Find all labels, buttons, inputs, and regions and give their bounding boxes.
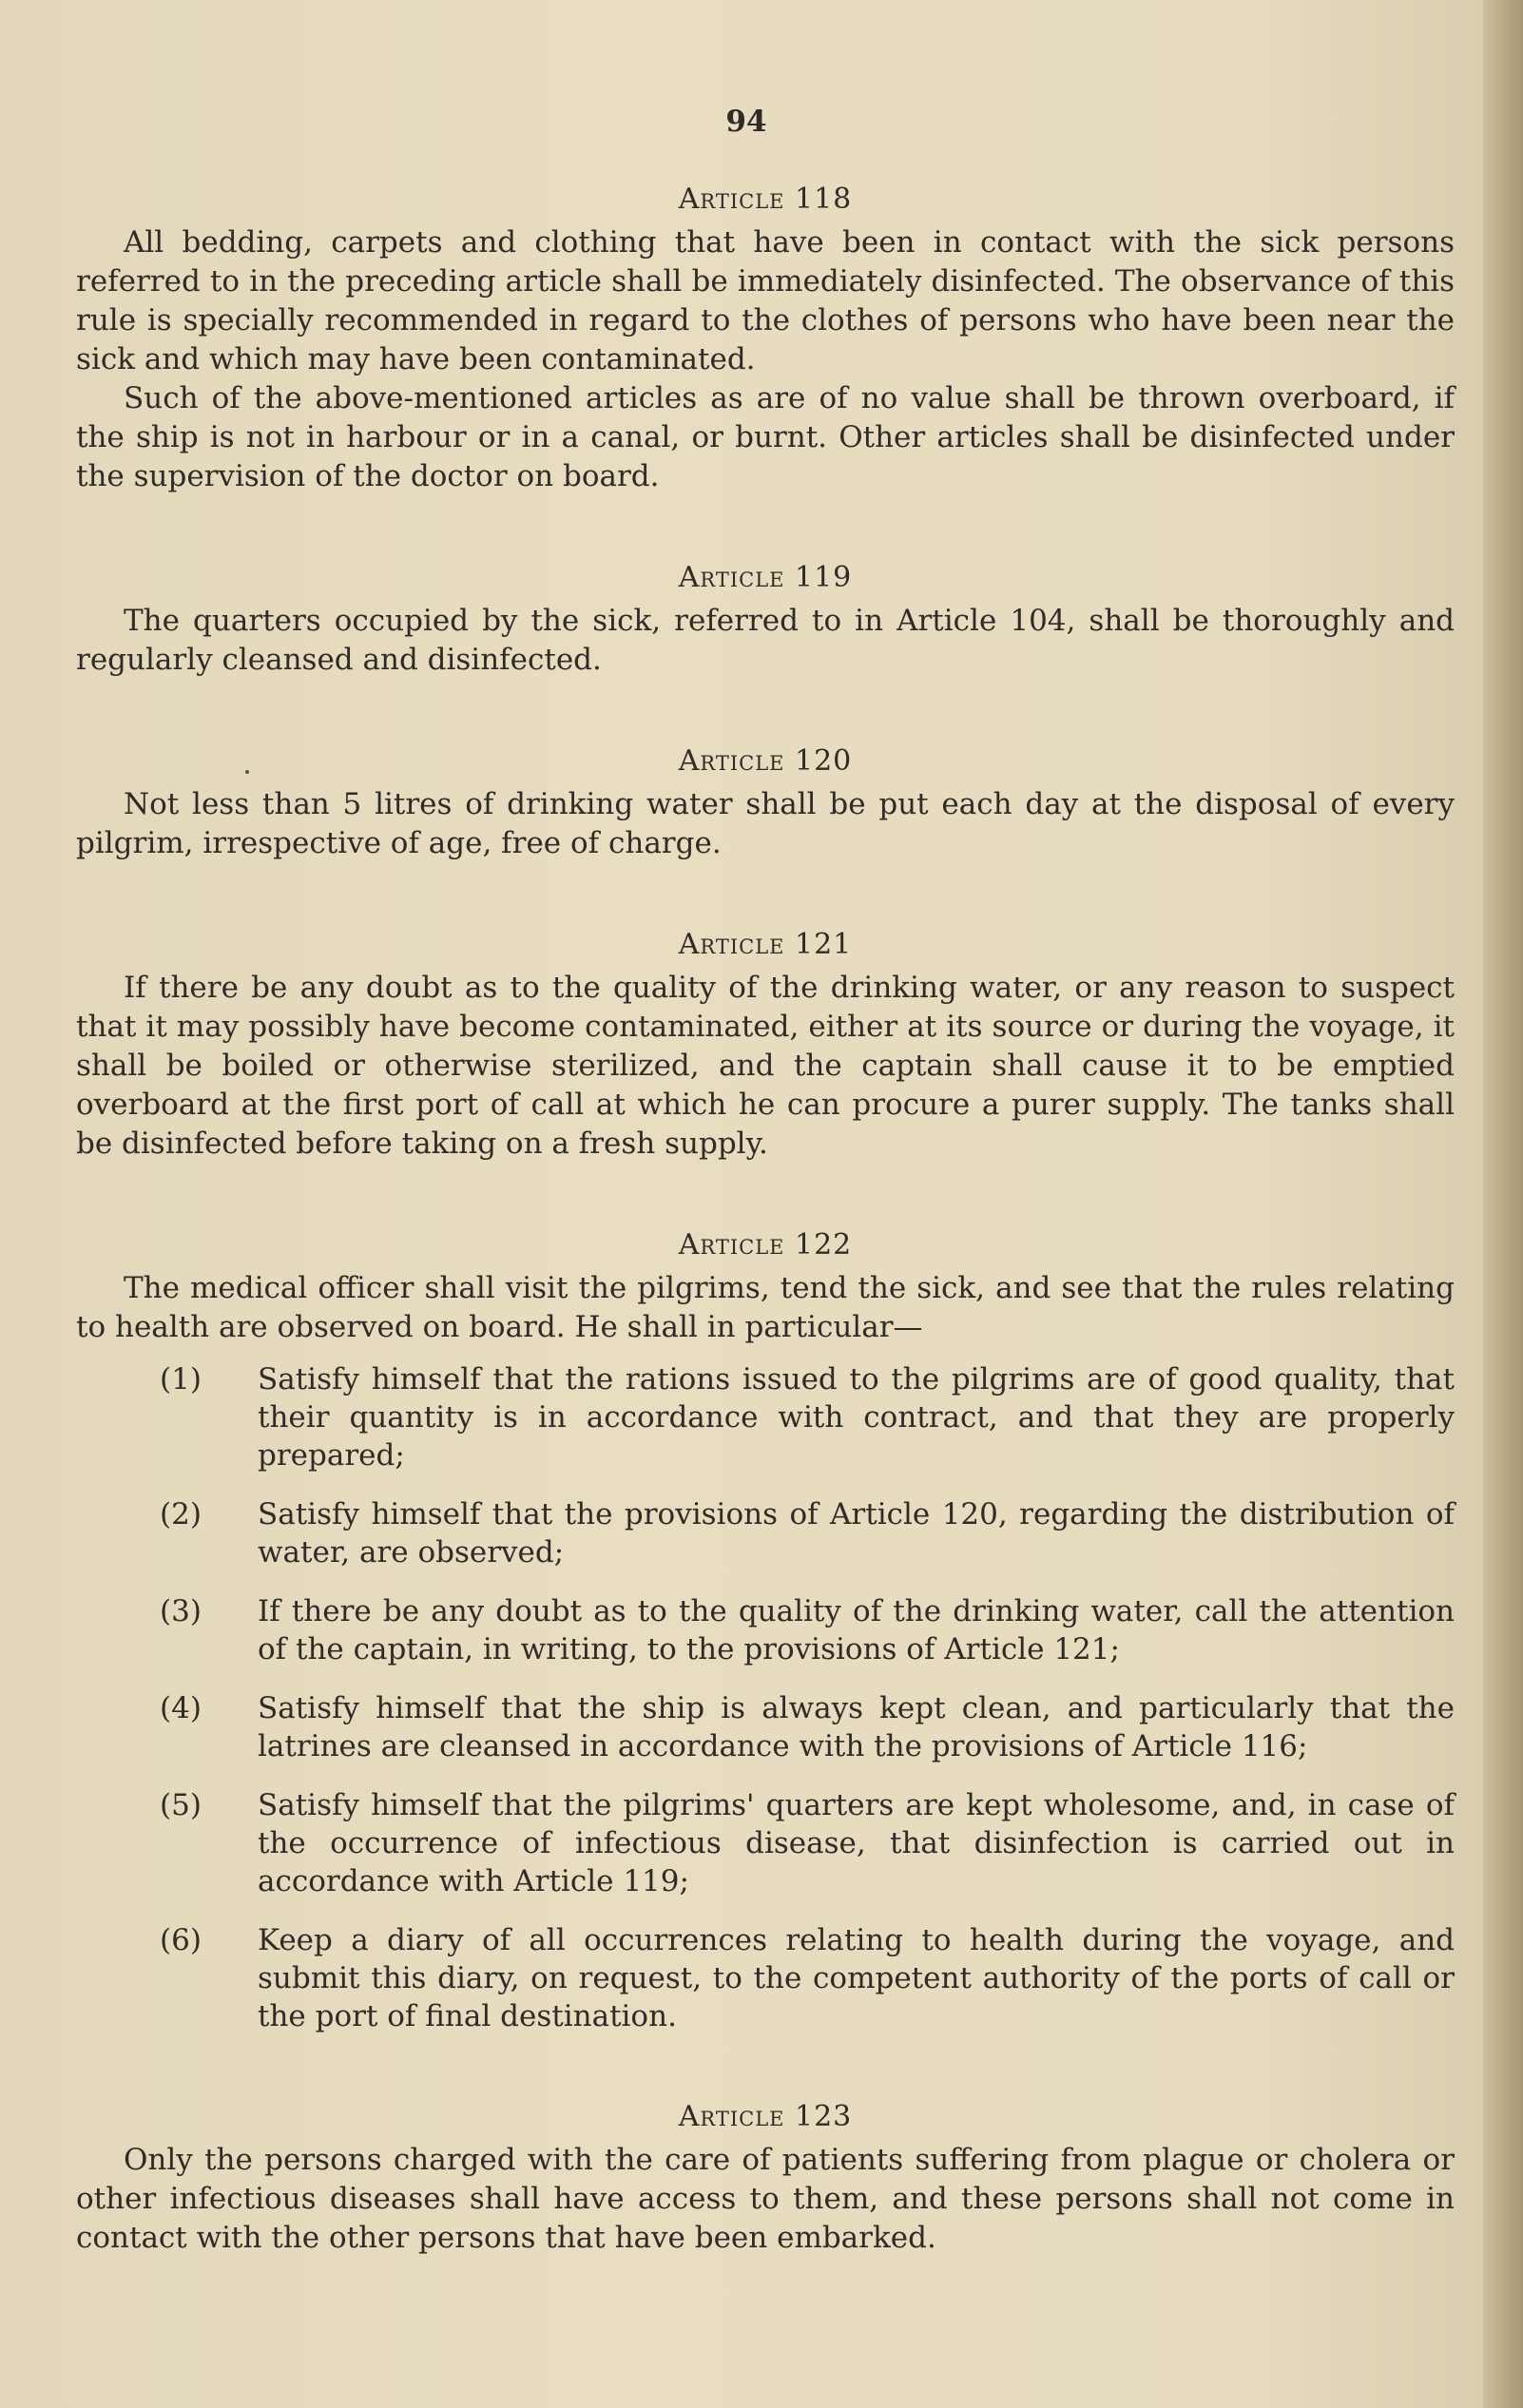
duty-list bbox=[76, 1360, 1455, 2035]
item-number: (2) bbox=[160, 1497, 202, 1531]
article-paragraph: The quarters occupied by the sick, referred to in Article 104, shall be thoroughly and regularly cleansed and disinfected. bbox=[76, 604, 1455, 677]
article-121 bbox=[76, 928, 1455, 1164]
page-number: 94 bbox=[725, 105, 767, 139]
item-text: Satisfy himself that the pilgrims' quarters are kept wholesome, and, in case of the occurrence of infectious disease, that disinfection is carried out in accordance with Article 119; bbox=[258, 1788, 1455, 1898]
article-title: Article 121 bbox=[678, 928, 853, 961]
list-item bbox=[76, 1921, 1455, 2035]
article-120 bbox=[76, 744, 1455, 863]
article-title: Article 122 bbox=[678, 1228, 853, 1262]
item-text: Satisfy himself that the ship is always kept clean, and particularly that the latrines are cleansed in accordance with the provisions of Article 116; bbox=[258, 1691, 1455, 1763]
item-text: If there be any doubt as to the quality of the drinking water, call the attention of the captain, in writing, to the provisions of Article 121; bbox=[258, 1594, 1455, 1666]
article-123 bbox=[76, 2100, 1455, 2258]
item-text: Keep a diary of all occurrences relating to health during the voyage, and submit this diary, on request, to the competent authority of the ports of call or the port of final destination. bbox=[258, 1923, 1455, 2033]
article-paragraph: Not less than 5 litres of drinking water shall be put each day at the disposal of every pilgrim, irrespective of age, free of charge. bbox=[76, 787, 1455, 860]
article-paragraph: Such of the above-mentioned articles as are of no value shall be thrown overboard, if the ship is not in harbour or in a canal, or burnt. Other articles shall be disinfected under the supervision of the doctor on board. bbox=[76, 381, 1455, 493]
article-title: Article 120 bbox=[678, 744, 853, 778]
item-number: (1) bbox=[160, 1362, 202, 1397]
item-text: Satisfy himself that the rations issued to the pilgrims are of good quality, that their quantity is in accordance with contract, and that they are properly prepared; bbox=[258, 1362, 1455, 1473]
article-119 bbox=[76, 561, 1455, 680]
list-item bbox=[76, 1495, 1455, 1571]
page-content bbox=[76, 105, 1455, 2322]
list-item bbox=[76, 1689, 1455, 1765]
list-item bbox=[76, 1786, 1455, 1900]
article-118 bbox=[76, 183, 1455, 496]
article-paragraph: The medical officer shall visit the pilgrims, tend the sick, and see that the rules relating to health are observed on board. He shall in particular— bbox=[76, 1271, 1455, 1344]
item-number: (4) bbox=[160, 1691, 202, 1725]
article-title: Article 119 bbox=[678, 561, 853, 594]
item-number: (3) bbox=[160, 1594, 202, 1628]
list-item bbox=[76, 1592, 1455, 1668]
article-title: Article 118 bbox=[678, 183, 853, 216]
article-paragraph: All bedding, carpets and clothing that have been in contact with the sick persons referred to in the preceding article shall be immediately disinfected. The observance of this rule is specially recommended in regard to the clothes of persons who have been near the sick and which may have been contaminated. bbox=[76, 225, 1455, 376]
page-gutter-edge bbox=[1483, 0, 1523, 2408]
item-number: (5) bbox=[160, 1788, 202, 1822]
list-item bbox=[76, 1360, 1455, 1474]
item-text: Satisfy himself that the provisions of Article 120, regarding the distribution of water, are observed; bbox=[258, 1497, 1455, 1570]
article-title: Article 123 bbox=[678, 2100, 853, 2133]
article-paragraph: Only the persons charged with the care of patients suffering from plague or cholera or other infectious diseases shall have access to them, and these persons shall not come in contact with the other persons that have been embarked. bbox=[76, 2143, 1455, 2255]
item-number: (6) bbox=[160, 1923, 202, 1957]
article-paragraph: If there be any doubt as to the quality of the drinking water, or any reason to suspect that it may possibly have become contaminated, either at its source or during the voyage, it shall be boiled or otherwise sterilized, and the captain shall cause it to be emptied overboard at the first port of call at which he can procure a purer supply. The tanks shall be disinfected before taking on a fresh supply. bbox=[76, 971, 1455, 1161]
article-122 bbox=[76, 1228, 1455, 2035]
